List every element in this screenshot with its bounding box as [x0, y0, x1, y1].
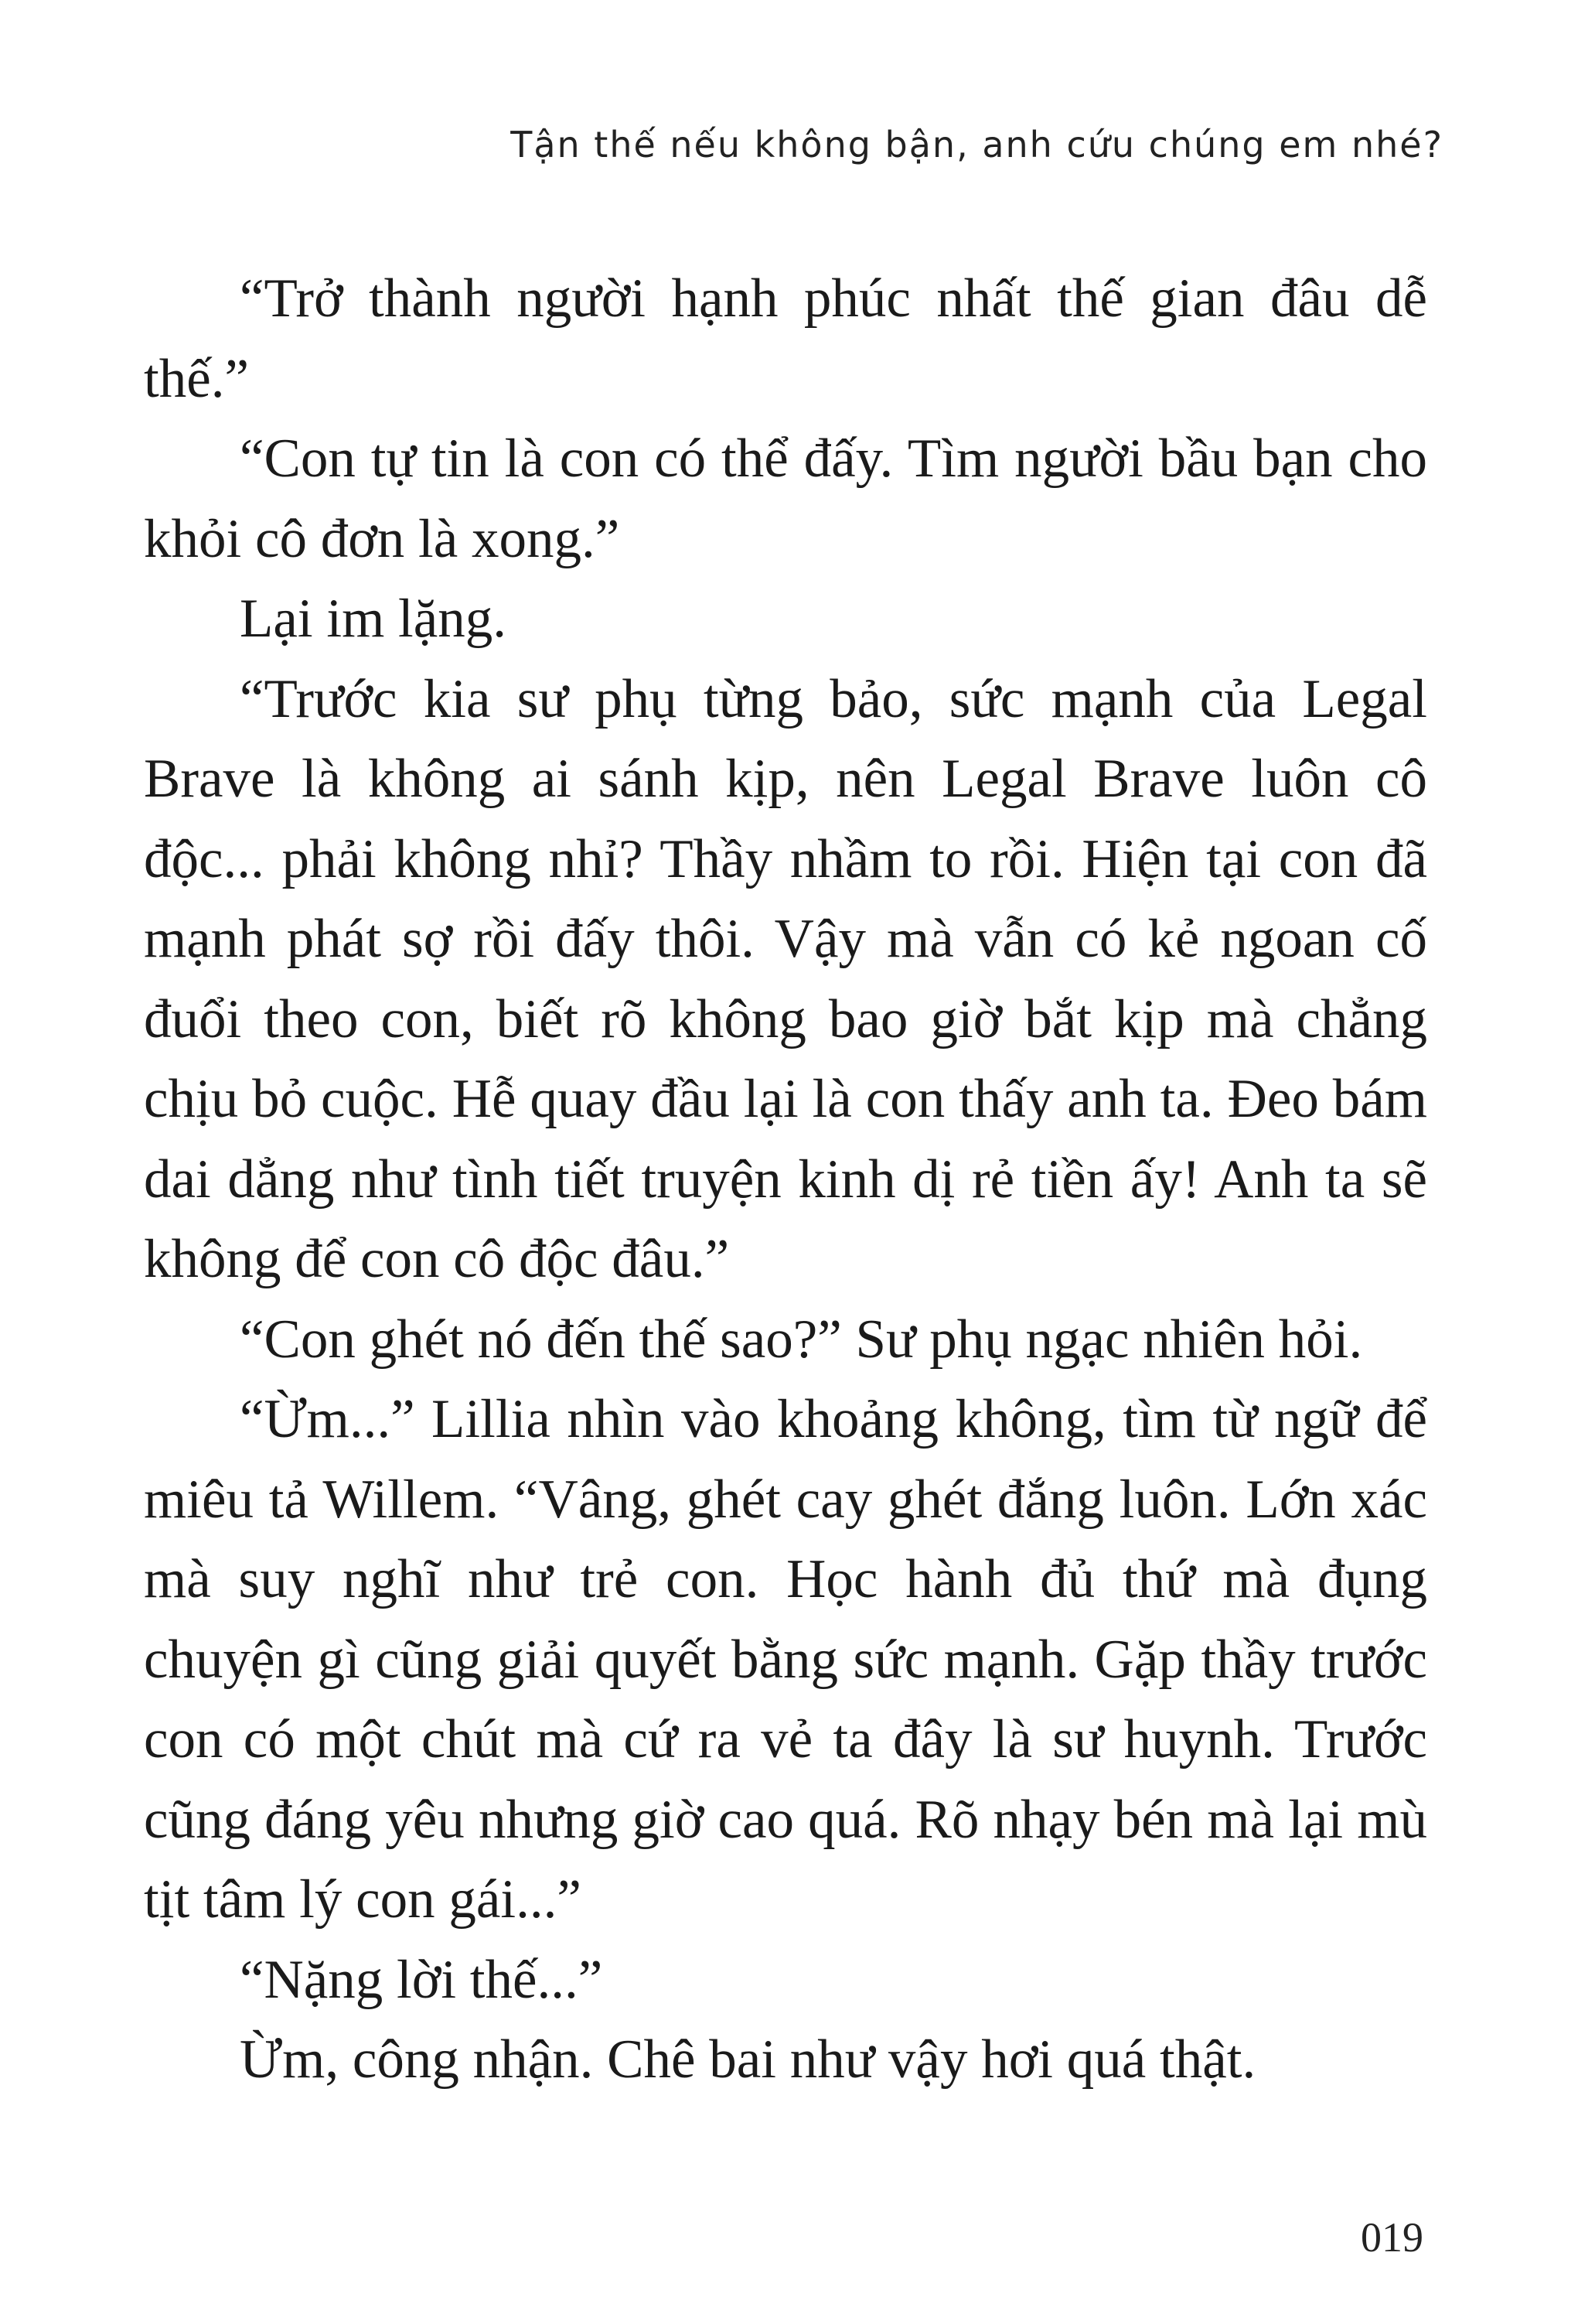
running-header: Tận thế nếu không bận, anh cứu chúng em nhé?	[510, 124, 1443, 166]
paragraph: “Con tự tin là con có thể đấy. Tìm người bầu bạn cho khỏi cô đơn là xong.”	[144, 428, 1427, 569]
paragraph: “Con ghét nó đến thế sao?” Sư phụ ngạc nhiên hỏi.	[240, 1309, 1363, 1370]
paragraph: Ừm, công nhận. Chê bai như vậy hơi quá thật.	[240, 2029, 1256, 2090]
paragraph: “Ừm...” Lillia nhìn vào khoảng không, tìm từ ngữ để miêu tả Willem. “Vâng, ghét cay ghét đắng luôn. Lớn xác mà suy nghĩ như trẻ con. Học hành đủ thứ mà đụng chuyện gì cũng giải quyết bằng sức mạnh. Gặp thầy trước con có một chút mà cứ ra vẻ ta đây là sư huynh. Trước cũng đáng yêu nhưng giờ cao quá. Rõ nhạy bén mà lại mù tịt tâm lý con gái...”	[144, 1389, 1427, 1930]
paragraph: “Trở thành người hạnh phúc nhất thế gian đâu dễ thế.”	[144, 268, 1427, 409]
paragraph: “Trước kia sư phụ từng bảo, sức mạnh của Legal Brave là không ai sánh kịp, nên Legal Brave luôn cô độc... phải không nhỉ? Thầy nhầm to rồi. Hiện tại con đã mạnh phát sợ rồi đấy thôi. Vậy mà vẫn có kẻ ngoan cố đuổi theo con, biết rõ không bao giờ bắt kịp mà chẳng chịu bỏ cuộc. Hễ quay đầu lại là con thấy anh ta. Đeo bám dai dẳng như tình tiết truyện kinh dị rẻ tiền ấy! Anh ta sẽ không để con cô độc đâu.”	[144, 668, 1427, 1289]
page-number: 019	[1361, 2214, 1423, 2261]
body-text	[144, 259, 1427, 2100]
paragraph: “Nặng lời thế...”	[240, 1949, 603, 2010]
paragraph: Lại im lặng.	[240, 589, 507, 649]
